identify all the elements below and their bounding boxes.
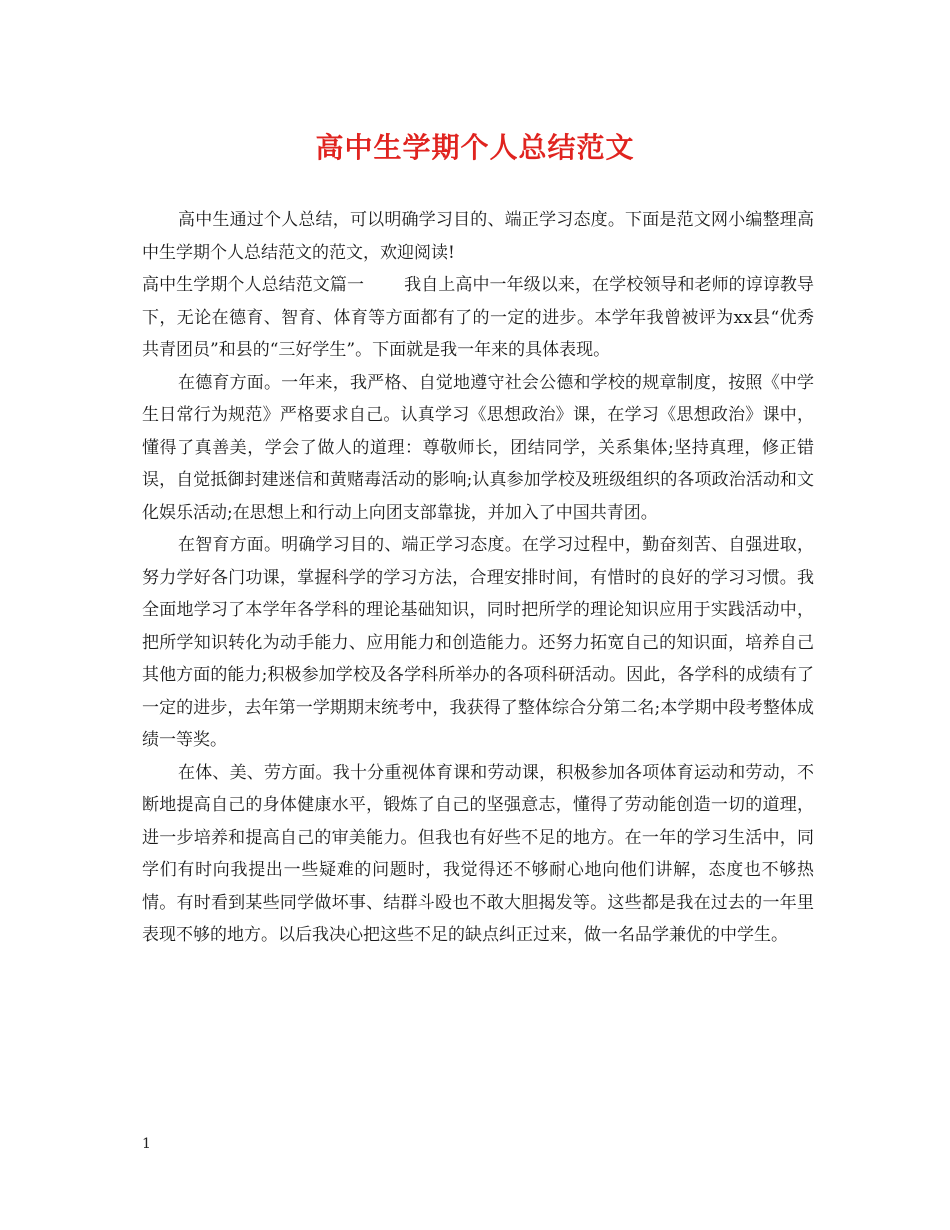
document-body — [142, 204, 814, 952]
section-opening-text: 我自上高中一年级以来，在学校领导和老师的谆谆教导下，无论在德育、智育、体育等方面都有了的一定的进步。本学年我曾被评为xx县“优秀共青团员”和县的“三好学生”。下面就是我一年来的具体表现。 — [142, 275, 815, 360]
document-title: 高中生学期个人总结范文 — [315, 131, 635, 164]
moral-education-paragraph: 在德育方面。一年来，我严格、自觉地遵守社会公德和学校的规章制度，按照《中学生日常行为规范》严格要求自己。认真学习《思想政治》课，在学习《思想政治》课中，懂得了真善美，学会了做人的道理：尊敬师长，团结同学，关系集体;坚持真理，修正错误，自觉抵御封建迷信和黄赌毒活动的影响;认真参加学校及班级组织的各项政治活动和文化娱乐活动;在思想上和行动上向团支部靠拢，并加入了中国共青团。 — [142, 372, 814, 523]
page-number: 1 — [142, 1136, 151, 1152]
intellectual-education-paragraph: 在智育方面。明确学习目的、端正学习态度。在学习过程中，勤奋刻苦、自强进取，努力学好各门功课，掌握科学的学习方法，合理安排时间，有惜时的良好的学习习惯。我全面地学习了本学年各学科的理论基础知识，同时把所学的理论知识应用于实践活动中，把所学知识转化为动手能力、应用能力和创造能力。还努力拓宽自己的知识面，培养自己其他方面的能力;积极参加学校及各学科所举办的各项科研活动。因此，各学科的成绩有了一定的进步，去年第一学期期末统考中，我获得了整体综合分第二名;本学期中段考整体成绩一等奖。 — [142, 535, 814, 750]
section-paragraph — [142, 269, 814, 367]
section-heading: 高中生学期个人总结范文篇一 — [142, 275, 365, 295]
intro-paragraph: 高中生通过个人总结，可以明确学习目的、端正学习态度。下面是范文网小编整理高中生学期个人总结范文的范文，欢迎阅读! — [142, 210, 814, 263]
physical-arts-labor-paragraph: 在体、美、劳方面。我十分重视体育课和劳动课，积极参加各项体育运动和劳动，不断地提高自己的身体健康水平，锻炼了自己的坚强意志，懂得了劳动能创造一切的道理，进一步培养和提高自己的审美能力。但我也有好些不足的地方。在一年的学习生活中，同学们有时向我提出一些疑难的问题时，我觉得还不够耐心地向他们讲解，态度也不够热情。有时看到某些同学做坏事、结群斗殴也不敢大胆揭发等。这些都是我在过去的一年里表现不够的地方。以后我决心把这些不足的缺点纠正过来，做一名品学兼优的中学生。 — [142, 762, 814, 945]
